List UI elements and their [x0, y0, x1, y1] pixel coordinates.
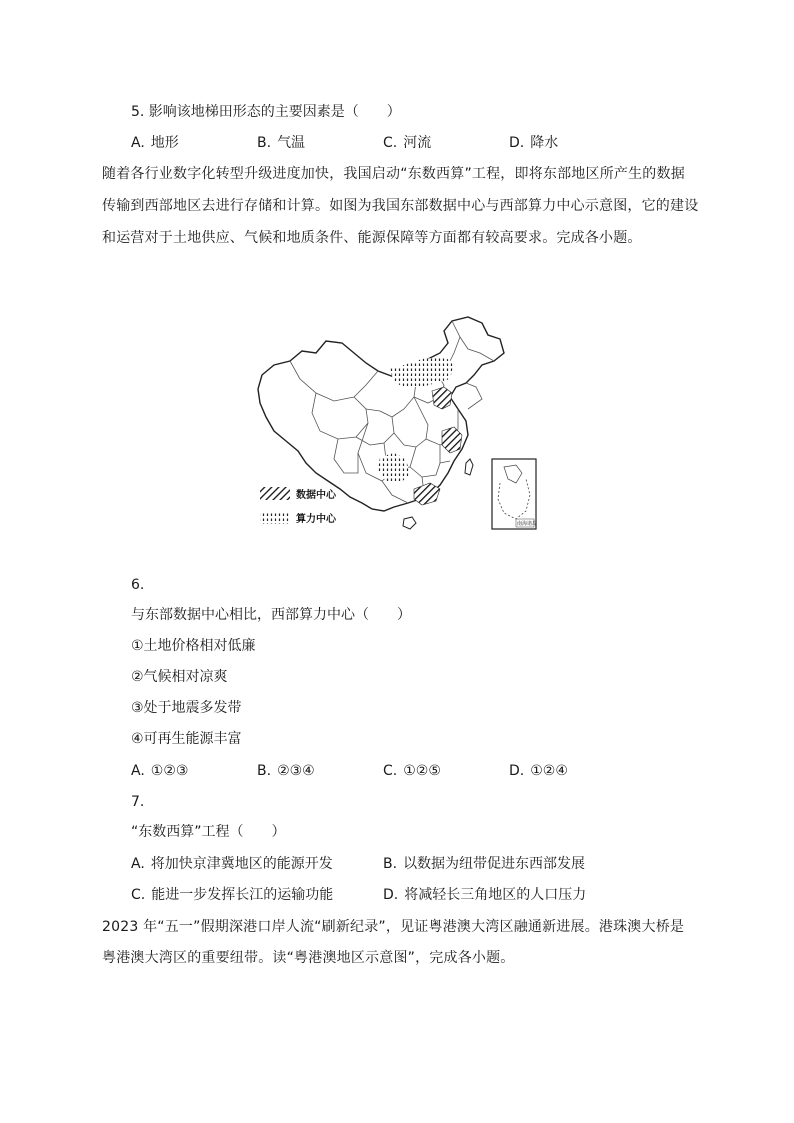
q5-option-d: D. 降水: [509, 135, 559, 151]
intro2-line-2: 粤港澳大湾区的重要纽带。读“粤港澳地区示意图”，完成各小题。: [102, 950, 515, 966]
q5-option-a: A. 地形: [131, 135, 179, 151]
china-outline: [258, 317, 504, 511]
legend-label-data-center: 数据中心: [296, 490, 336, 501]
hainan-island: [403, 517, 416, 529]
q7-option-d: D. 将减轻长三角地区的人口压力: [383, 887, 587, 903]
inset-label: 南海诸岛: [517, 521, 538, 527]
intro1-line-2: 传输到西部地区去进行存储和计算。如图为我国东部数据中心与西部算力中心示意图，它的建设: [102, 198, 699, 214]
q6-statement-1: ①土地价格相对低廉: [131, 638, 256, 654]
q6-option-b: B. ②③④: [257, 763, 315, 779]
q6-statement-4: ④可再生能源丰富: [131, 731, 242, 747]
q6-number: 6.: [131, 577, 145, 593]
taiwan-island: [465, 459, 473, 475]
intro2-line-1: 2023 年“五一”假期深港口岸人流“刷新纪录”，见证粤港澳大湾区融通新进展。港珠澳大桥是: [102, 919, 685, 935]
china-data-center-map: [254, 313, 540, 535]
q6-stem: 与东部数据中心相比，西部算力中心（ ）: [131, 607, 411, 623]
q7-number: 7.: [131, 794, 145, 810]
legend-label-computing-center: 算力中心: [296, 514, 336, 525]
q6-option-d: D. ①②④: [509, 763, 568, 779]
intro1-line-3: 和运营对于土地供应、气候和地质条件、能源保障等方面都有较高要求。完成各小题。: [102, 230, 642, 246]
south-china-sea-inset: [492, 459, 537, 529]
legend-swatch-data-center: [260, 487, 290, 500]
intro1-line-1: 随着各行业数字化转型升级进度加快，我国启动“东数西算”工程，即将东部地区所产生的数据: [102, 166, 685, 182]
q7-option-b: B. 以数据为纽带促进东西部发展: [383, 856, 586, 872]
q6-option-c: C. ①②⑤: [383, 763, 441, 779]
q7-option-a: A. 将加快京津冀地区的能源开发: [131, 856, 333, 872]
q5-stem: 5. 影响该地梯田形态的主要因素是（ ）: [131, 104, 401, 120]
q5-option-c: C. 河流: [383, 135, 432, 151]
q6-statement-3: ③处于地震多发带: [131, 700, 242, 716]
q6-option-a: A. ①②③: [131, 763, 189, 779]
legend-swatch-computing-center: [260, 511, 290, 524]
q7-stem: “东数西算”工程（ ）: [131, 824, 286, 840]
q7-option-c: C. 能进一步发挥长江的运输功能: [131, 887, 334, 903]
q5-option-b: B. 气温: [257, 135, 306, 151]
q6-statement-2: ②气候相对凉爽: [131, 669, 228, 685]
map-legend: [260, 487, 337, 525]
